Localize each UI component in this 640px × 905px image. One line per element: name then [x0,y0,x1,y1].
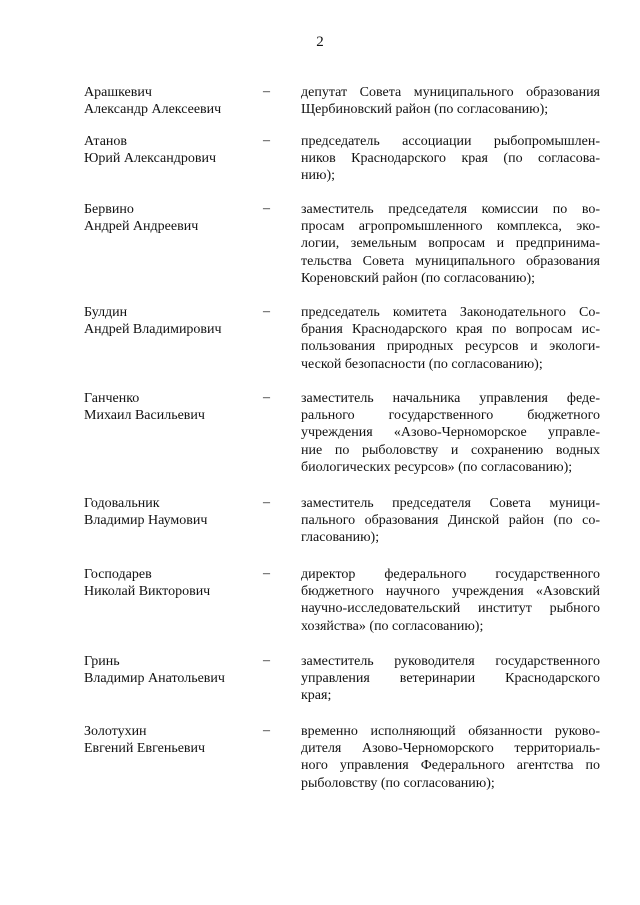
member-surname: Арашкевич [84,85,152,100]
separator-dash: – [263,390,270,405]
member-role [301,304,600,373]
member-surname: Господарев [84,567,152,582]
role-line: Кореновский район (по согласованию); [301,270,536,286]
member-given-names: Николай Викторович [84,584,211,599]
role-line: тельства Совета муниципального образования [301,253,600,269]
member-name [84,133,254,167]
member-name [84,201,254,235]
role-line: пального образования Динской район (по со- [301,513,600,529]
role-line: логии, земельным вопросам и предпринима- [301,236,600,252]
member-name [84,723,254,757]
member-given-names: Юрий Александрович [84,151,216,166]
member-role [301,653,600,705]
role-line: брания Краснодарского края по вопросам ис- [301,322,600,338]
page-number: 2 [316,34,324,50]
role-line: ного управления Федерального агентства по [301,758,600,774]
role-line: управления ветеринарии Краснодарского [301,671,600,687]
role-line: заместитель начальника управления феде- [301,391,600,406]
member-role [301,133,600,185]
separator-dash: – [263,84,270,99]
member-name [84,84,254,118]
separator-dash: – [263,304,270,319]
role-line: учреждения «Азово-Черноморское управле- [301,425,600,441]
role-line: пользования природных ресурсов и экологи- [301,339,600,355]
separator-dash: – [263,723,270,738]
role-line: бюджетного научного учреждения «Азовский [301,584,600,600]
role-line: заместитель руководителя государственного [301,654,600,669]
role-line: ние по рыболовству и сохранению водных [301,442,600,458]
role-line: края; [301,688,332,704]
separator-dash: – [263,133,270,148]
role-line: заместитель председателя комиссии по во- [301,202,600,217]
member-name [84,566,254,600]
role-line: председатель ассоциации рыбопромышлен- [301,134,600,149]
member-given-names: Михаил Васильевич [84,408,205,423]
role-line: научно-исследовательский институт рыбного [301,601,600,617]
member-surname: Атанов [84,134,128,149]
separator-dash: – [263,201,270,216]
member-name [84,304,254,338]
role-line: нию); [301,168,335,184]
role-line: биологических ресурсов» (по согласованию); [301,459,573,475]
member-surname: Ганченко [84,391,140,406]
member-given-names: Владимир Наумович [84,513,208,528]
member-name [84,653,254,687]
separator-dash: – [263,495,270,510]
role-line: Щербиновский район (по согласованию); [301,102,549,118]
member-role [301,495,600,547]
member-surname: Булдин [84,305,128,320]
member-name [84,390,254,424]
member-surname: Бервино [84,202,134,217]
role-line: хозяйства» (по согласованию); [301,618,484,634]
role-line: ческой безопасности (по согласованию); [301,356,543,372]
member-surname: Золотухин [84,724,147,739]
separator-dash: – [263,653,270,668]
role-line: дителя Азово-Черноморского территориаль- [301,741,600,757]
member-role [301,390,600,476]
member-surname: Годовальник [84,496,160,511]
role-line: заместитель председателя Совета муници- [301,496,600,511]
member-role [301,566,600,635]
role-line: рального государственного бюджетного [301,408,600,424]
member-role [301,723,600,792]
member-given-names: Александр Алексеевич [84,102,222,117]
member-role [301,201,600,287]
separator-dash: – [263,566,270,581]
member-role [301,84,600,118]
member-name [84,495,254,529]
member-given-names: Владимир Анатольевич [84,671,225,686]
role-line: гласованию); [301,530,380,546]
member-given-names: Андрей Андреевич [84,219,199,234]
member-given-names: Андрей Владимирович [84,322,222,337]
role-line: просам агропромышленного комплекса, эко- [301,219,600,235]
member-surname: Гринь [84,654,120,669]
role-line: директор федерального государственного [301,567,600,582]
member-given-names: Евгений Евгеньевич [84,741,206,756]
role-line: председатель комитета Законодательного Со- [301,305,600,320]
role-line: рыболовству (по согласованию); [301,775,495,791]
role-line: временно исполняющий обязанности руково- [301,724,600,739]
role-line: ников Краснодарского края (по согласова- [301,151,600,167]
role-line: депутат Совета муниципального образования [301,85,600,100]
